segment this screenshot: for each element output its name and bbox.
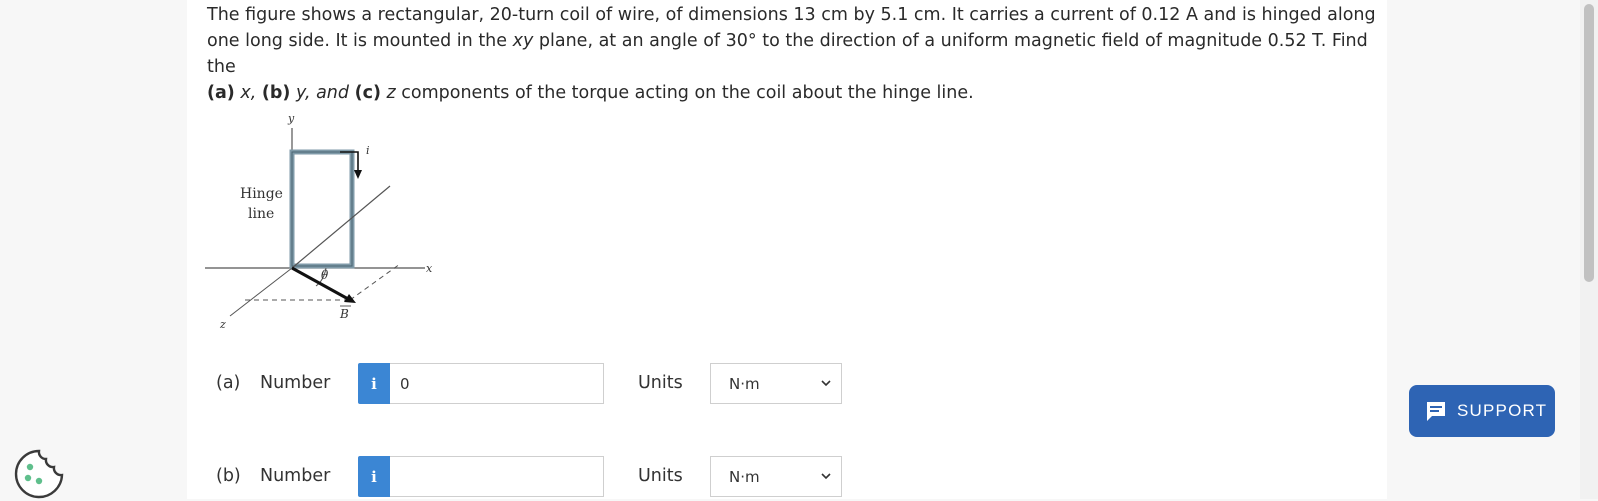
hinge-label: Hinge xyxy=(240,186,283,202)
units-select-a[interactable] xyxy=(710,363,842,404)
scrollbar[interactable] xyxy=(1580,0,1598,499)
x-axis-label: x xyxy=(426,262,433,275)
units-label: Units xyxy=(638,373,683,393)
question-text: The figure shows a rectangular, 20-turn coil of wire, of dimensions 13 cm by 5.1 cm. It carries a current of 0.12 A and is hinged along one long side. It is mounted in the xy plane, at an angle of 30° to the direction of a uniform magnetic field of magnitude 0.52 T. Find the (a) x, (b) y, and (c) z components of the torque acting on the coil about the hinge line. xyxy=(207,5,1376,103)
theta-label: θ xyxy=(321,268,329,282)
info-icon: i xyxy=(371,374,377,393)
scrollbar-thumb[interactable] xyxy=(1584,4,1594,282)
number-label: Number xyxy=(260,466,331,486)
chevron-down-icon xyxy=(819,469,833,483)
z-axis-label: z xyxy=(220,318,226,331)
chevron-down-icon xyxy=(819,376,833,390)
units-select-value: N·m xyxy=(729,468,760,486)
units-label: Units xyxy=(638,466,683,486)
hinge-label-line: line xyxy=(248,206,275,222)
cookie-icon[interactable] xyxy=(12,447,66,501)
info-button[interactable] xyxy=(358,363,390,404)
coil-figure xyxy=(200,106,460,338)
part-label: (b) xyxy=(216,466,241,486)
info-icon: i xyxy=(371,467,377,486)
units-select-value: N·m xyxy=(729,375,760,393)
support-button[interactable] xyxy=(1409,385,1555,437)
number-input-b[interactable] xyxy=(390,456,604,497)
support-label: SUPPORT xyxy=(1457,401,1548,420)
info-button[interactable] xyxy=(358,456,390,497)
units-select-b[interactable] xyxy=(710,456,842,497)
part-label: (a) xyxy=(216,373,241,393)
field-label: B xyxy=(340,307,349,321)
y-axis-label: y xyxy=(288,112,295,125)
chat-icon xyxy=(1424,399,1448,423)
current-label: i xyxy=(366,144,370,157)
number-input-a[interactable] xyxy=(390,363,604,404)
number-label: Number xyxy=(260,373,331,393)
